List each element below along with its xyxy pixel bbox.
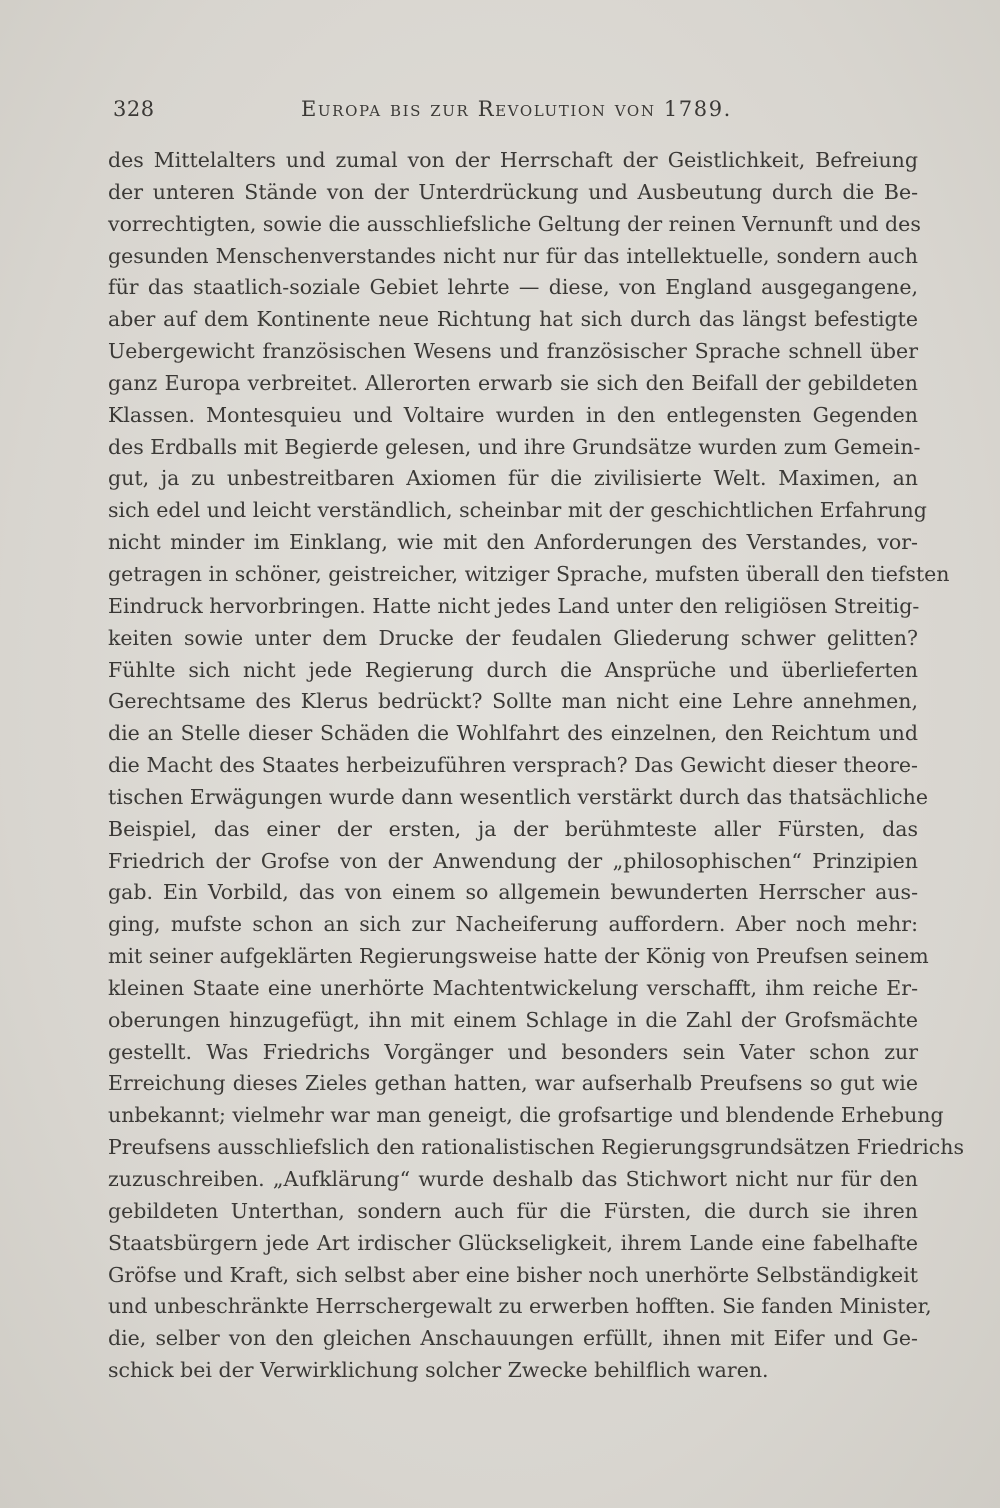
- text-line: tischen Erwägungen wurde dann wesentlich verstärkt durch das thatsächliche: [108, 784, 928, 809]
- text-line: für das staatlich-soziale Gebiet lehrte — diese, von England ausgegangene,: [108, 275, 918, 300]
- text-line: kleinen Staate eine unerhörte Machtentwickelung verschafft, ihm reiche Er-: [108, 975, 918, 1000]
- text-line: und unbeschränkte Herrschergewalt zu erwerben hofften. Sie fanden Minister,: [108, 1294, 932, 1319]
- text-line: die, selber von den gleichen Anschauungen erfüllt, ihnen mit Eifer und Ge-: [108, 1326, 918, 1351]
- text-line: zuzuschreiben. „Aufklärung“ wurde deshalb das Stichwort nicht nur für den: [108, 1167, 918, 1191]
- text-line: mit seiner aufgeklärten Regierungsweise hatte der König von Preufsen seinem: [108, 944, 929, 969]
- text-line: aber auf dem Kontinente neue Richtung hat sich durch das längst befestigte: [108, 307, 918, 332]
- text-line: schick bei der Verwirklichung solcher Zwecke behilflich waren.: [108, 1358, 769, 1383]
- text-line: unbekannt; vielmehr war man geneigt, die grofsartige und blendende Erhebung: [108, 1103, 944, 1128]
- text-line: des Erdballs mit Begierde gelesen, und ihre Grundsätze wurden zum Gemein-: [108, 434, 921, 459]
- text-line: Gröfse und Kraft, sich selbst aber eine bisher noch unerhörte Selbständigkeit: [108, 1262, 918, 1287]
- text-line: die an Stelle dieser Schäden die Wohlfahrt des einzelnen, den Reichtum und: [108, 721, 918, 746]
- text-line: gestellt. Was Friedrichs Vorgänger und besonders sein Vater schon zur: [108, 1039, 918, 1064]
- page-header: [113, 97, 913, 127]
- body-text: [108, 145, 964, 1387]
- text-line: vorrechtigten, sowie die ausschliefsliche Geltung der reinen Vernunft und des: [108, 211, 921, 236]
- text-line: gut, ja zu unbestreitbaren Axiomen für die zivilisierte Welt. Maximen, an: [108, 466, 918, 491]
- text-line: keiten sowie unter dem Drucke der feudalen Gliederung schwer gelitten?: [108, 625, 918, 650]
- text-line: Preufsens ausschliefslich den rationalistischen Regierungsgrundsätzen Friedrichs: [108, 1135, 964, 1160]
- text-line: Erreichung dieses Zieles gethan hatten, war aufserhalb Preufsens so gut wie: [108, 1071, 918, 1096]
- text-line: Friedrich der Grofse von der Anwendung der „philosophischen“ Prinzipien: [108, 848, 918, 873]
- running-title: Europa bis zur Revolution von 1789.: [301, 97, 732, 121]
- text-line: nicht minder im Einklang, wie mit den Anforderungen des Verstandes, vor-: [108, 530, 918, 555]
- page-number: 328: [113, 97, 155, 121]
- text-line: oberungen hinzugefügt, ihn mit einem Schlage in die Zahl der Grofsmächte: [108, 1007, 918, 1032]
- text-line: gebildeten Unterthan, sondern auch für die Fürsten, die durch sie ihren: [108, 1198, 918, 1223]
- text-line: Uebergewicht französischen Wesens und französischer Sprache schnell über: [108, 339, 918, 364]
- text-line: Eindruck hervorbringen. Hatte nicht jedes Land unter den religiösen Streitig-: [108, 593, 920, 618]
- text-line: Fühlte sich nicht jede Regierung durch die Ansprüche und überlieferten: [108, 657, 918, 682]
- text-line: ganz Europa verbreitet. Allerorten erwarb sie sich den Beifall der gebildeten: [108, 370, 918, 395]
- text-line: Staatsbürgern jede Art irdischer Glückseligkeit, ihrem Lande eine fabelhafte: [108, 1230, 918, 1255]
- text-line: des Mittelalters und zumal von der Herrschaft der Geistlichkeit, Befreiung: [108, 148, 918, 172]
- text-line: der unteren Stände von der Unterdrückung und Ausbeutung durch die Be-: [108, 179, 918, 204]
- text-line: die Macht des Staates herbeizuführen versprach? Das Gewicht dieser theore-: [108, 753, 918, 778]
- text-line: sich edel und leicht verständlich, scheinbar mit der geschichtlichen Erfahrung: [108, 498, 927, 523]
- text-line: Gerechtsame des Klerus bedrückt? Sollte man nicht eine Lehre annehmen,: [108, 689, 918, 714]
- text-line: Beispiel, das einer der ersten, ja der berühmteste aller Fürsten, das: [108, 816, 918, 841]
- text-line: getragen in schöner, geistreicher, witziger Sprache, mufsten überall den tiefsten: [108, 561, 950, 586]
- text-line: Klassen. Montesquieu und Voltaire wurden in den entlegensten Gegenden: [108, 402, 918, 427]
- text-line: gab. Ein Vorbild, das von einem so allgemein bewunderten Herrscher aus-: [108, 880, 918, 905]
- text-line: ging, mufste schon an sich zur Nacheiferung auffordern. Aber noch mehr:: [108, 912, 918, 937]
- text-line: gesunden Menschenverstandes nicht nur für das intellektuelle, sondern auch: [108, 243, 918, 268]
